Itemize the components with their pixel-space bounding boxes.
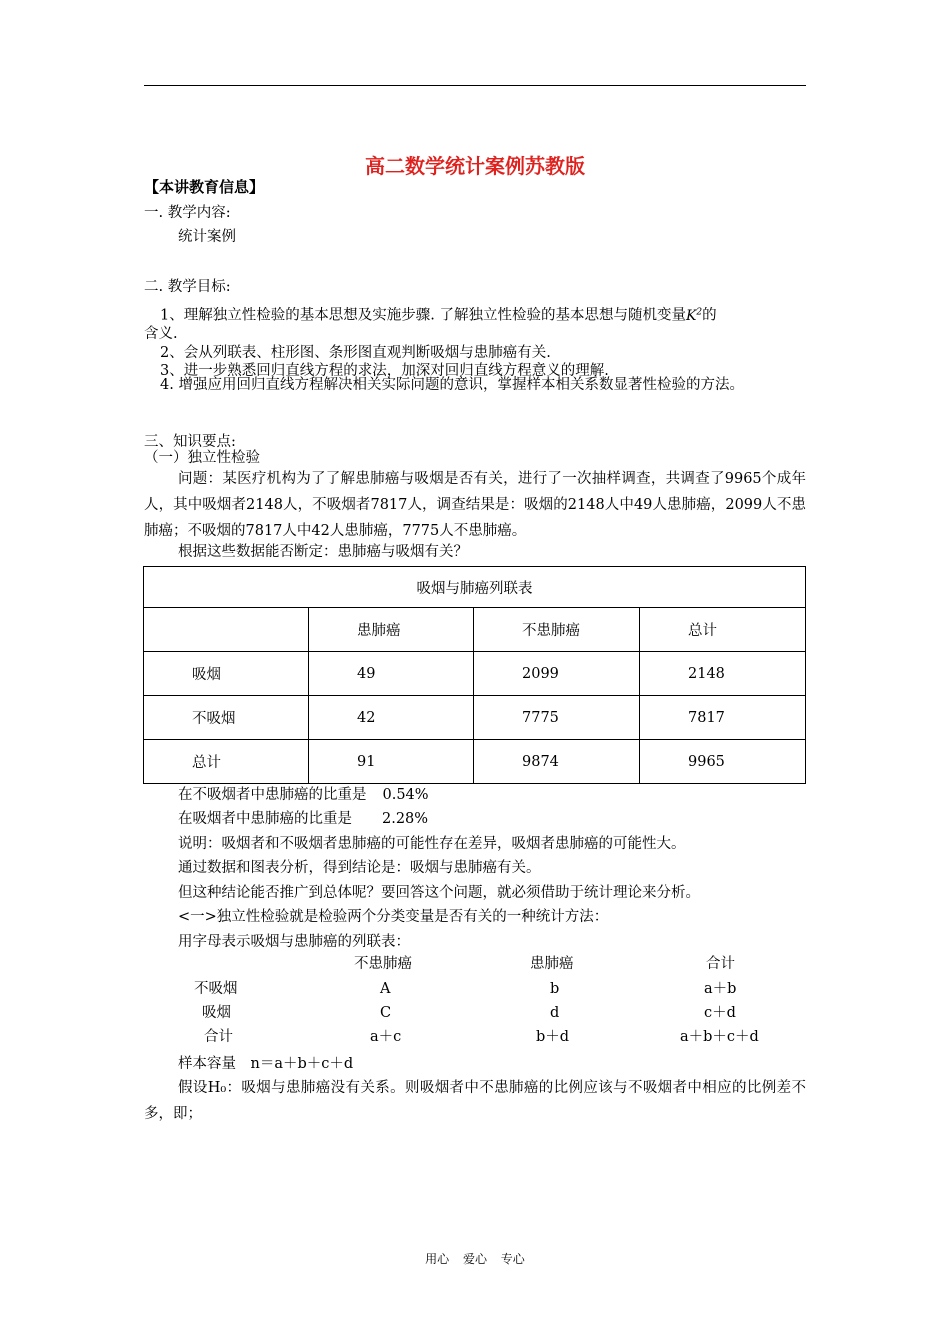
letters-cell: c＋d (704, 1005, 736, 1021)
problem-text: 问题：某医疗机构为了了解患肺癌与吸烟是否有关，进行了一次抽样调查，共调查了9965个成年人，其中吸烟者2148人，不吸烟者7817人，调查结果是：吸烟的2148人中49人患肺癌，2099人不患肺癌；不吸烟的7817人中42人患肺癌，7775人不患肺癌。 (144, 471, 806, 539)
table-cell: 9965 (640, 740, 806, 784)
goal-1 (160, 308, 717, 323)
section-heading: 【本讲教育信息】 (144, 178, 265, 196)
note-2: 通过数据和图表分析，得到结论是：吸烟与患肺癌有关。 (178, 860, 541, 876)
letters-cell: C (380, 1005, 392, 1021)
letters-row-label: 合计 (204, 1029, 233, 1045)
table-row (144, 652, 806, 696)
letters-cell: b＋d (536, 1029, 570, 1045)
page-footer: 用心 爱心 专心 (425, 1252, 525, 1266)
contingency-table (143, 566, 806, 784)
letters-header: 不患肺癌 (354, 956, 412, 972)
goal-1-cont: 含义. (144, 326, 178, 342)
table-header: 总计 (640, 608, 806, 652)
letters-cell: a＋c (370, 1029, 402, 1045)
table-row-label: 吸烟 (144, 652, 309, 696)
letters-cell: b (550, 981, 560, 997)
goal-3: 3、进一步熟悉回归直线方程的求法，加深对回归直线方程意义的理解. (160, 363, 609, 379)
variable-k: $K^2$ (685, 307, 703, 324)
note-1: 说明：吸烟者和不吸烟者患肺癌的可能性存在差异，吸烟者患肺癌的可能性大。 (178, 836, 686, 852)
letters-row-label: 不吸烟 (194, 981, 238, 997)
table-row (144, 740, 806, 784)
goal-1-text: 1、理解独立性检验的基本思想及实施步骤. 了解独立性检验的基本思想与随机变量 (160, 307, 686, 324)
table-cell: 9874 (474, 740, 640, 784)
table-header-empty (144, 608, 309, 652)
letters-cell: d (550, 1005, 560, 1021)
letters-cell: a＋b＋c＋d (680, 1029, 759, 1045)
table-cell: 7817 (640, 696, 806, 740)
note-4: <一>独立性检验就是检验两个分类变量是否有关的一种统计方法： (178, 909, 609, 925)
sample-size: 样本容量 n＝a＋b＋c＋d (178, 1056, 354, 1072)
table-row-label: 不吸烟 (144, 696, 309, 740)
table-cell: 49 (309, 652, 474, 696)
table-header: 患肺癌 (309, 608, 474, 652)
table-cell: 7775 (474, 696, 640, 740)
s2-label: 二. 教学目标: (144, 279, 231, 295)
table-cell: 2148 (640, 652, 806, 696)
note-5: 用字母表示吸烟与患肺癌的列联表： (178, 934, 410, 950)
note-3: 但这种结论能否推广到总体呢？要回答这个问题，就必须借助于统计理论来分析。 (178, 885, 700, 901)
s3-sub1: （一）独立性检验 (144, 450, 260, 466)
hypothesis: 假设H₀：吸烟与患肺癌没有关系。则吸烟者中不患肺癌的比例应该与不吸烟者中相应的比例差不多，即； (144, 1080, 806, 1122)
page-title: 高二数学统计案例苏教版 (365, 154, 585, 178)
goal-4: 4. 增强应用回归直线方程解决相关实际问题的意识，掌握样本相关系数显著性检验的方法。 (160, 377, 744, 393)
letters-header: 患肺癌 (530, 956, 574, 972)
letters-row-label: 吸烟 (202, 1005, 231, 1021)
table-cell: 91 (309, 740, 474, 784)
letters-cell: a＋b (704, 981, 737, 997)
ratio-nonsmoker: 在不吸烟者中患肺癌的比重是 0.54% (178, 787, 429, 803)
letters-header: 合计 (706, 956, 735, 972)
s1-content: 统计案例 (178, 229, 236, 245)
table-row-label: 总计 (144, 740, 309, 784)
goal-1-tail: 的 (702, 307, 717, 324)
s1-label: 一. 教学内容: (144, 205, 231, 221)
table-header: 不患肺癌 (474, 608, 640, 652)
letters-cell: A (380, 981, 391, 997)
table-row (144, 696, 806, 740)
header-rule (144, 85, 806, 86)
table-cell: 42 (309, 696, 474, 740)
question: 根据这些数据能否断定：患肺癌与吸烟有关？ (178, 544, 468, 560)
table-cell: 2099 (474, 652, 640, 696)
table-header-row (144, 608, 806, 652)
table-caption: 吸烟与肺癌列联表 (144, 567, 806, 608)
ratio-smoker: 在吸烟者中患肺癌的比重是 2.28% (178, 811, 429, 827)
s3-label: 三、知识要点: (144, 434, 236, 450)
goal-2: 2、会从列联表、柱形图、条形图直观判断吸烟与患肺癌有关. (160, 345, 551, 361)
